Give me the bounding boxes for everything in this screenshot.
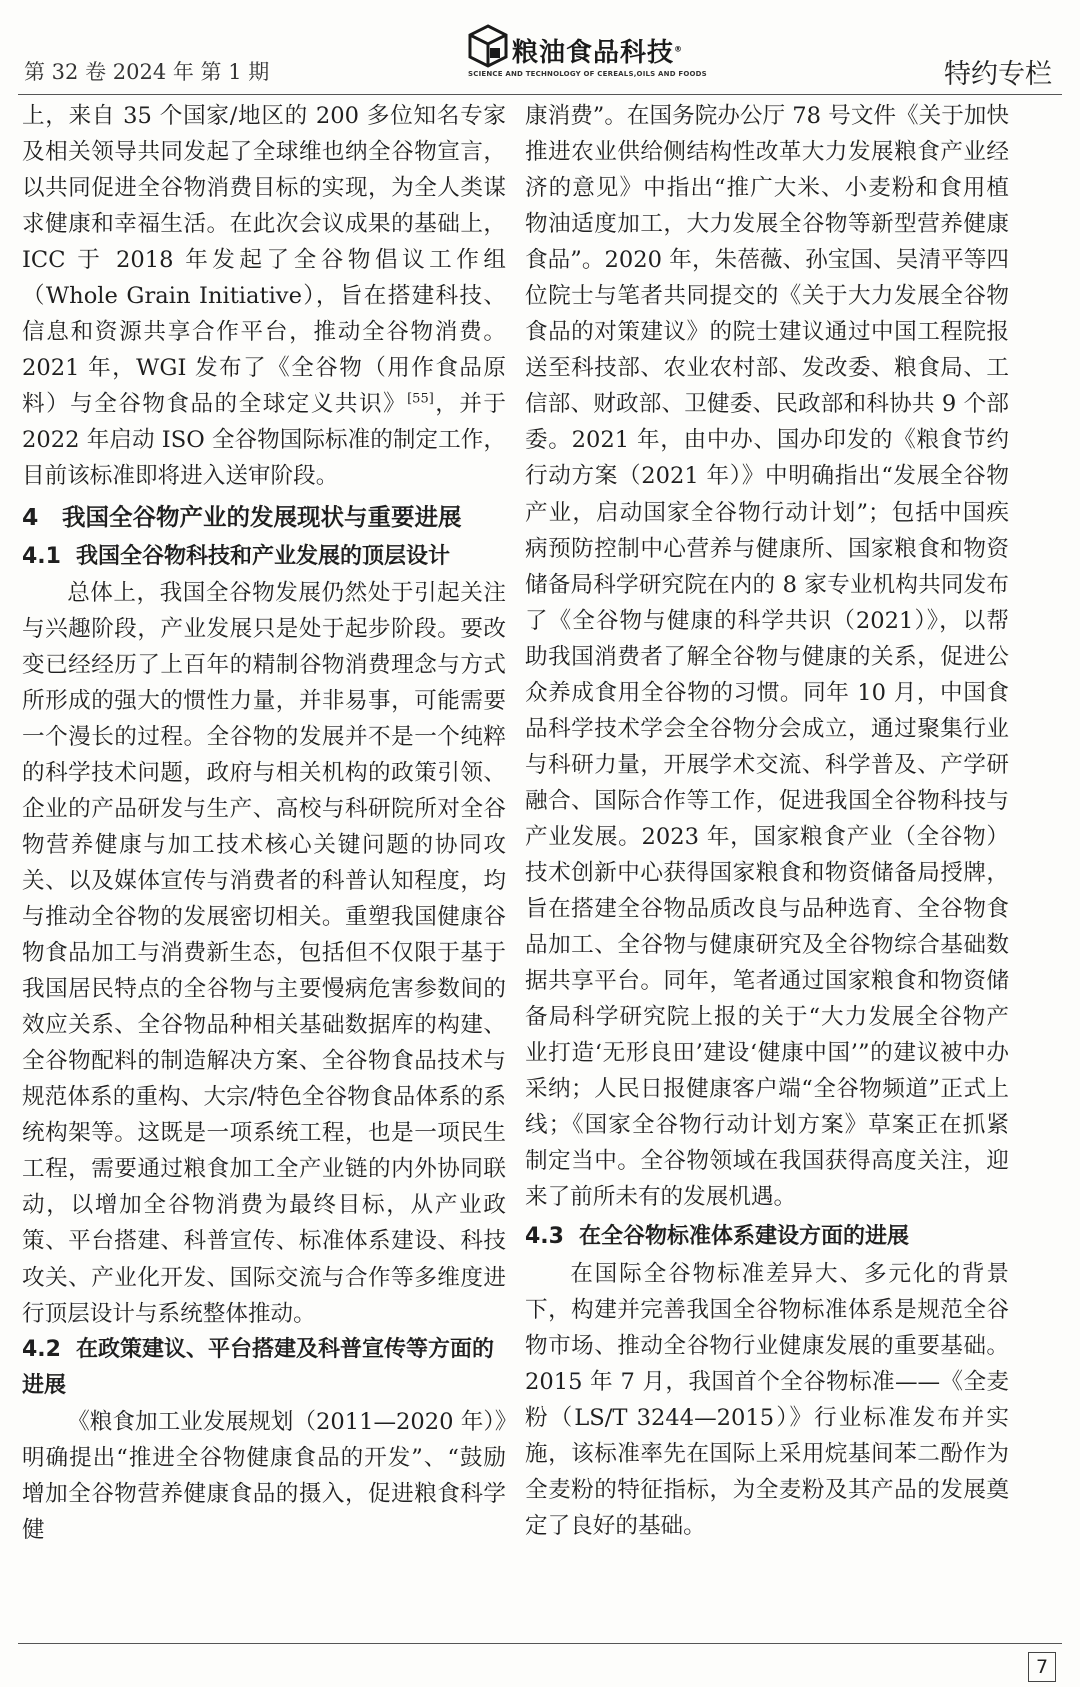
- footer-rule: [18, 1643, 1062, 1644]
- logo-subtitle: SCIENCE AND TECHNOLOGY OF CEREALS,OILS AND FOODS: [468, 70, 707, 78]
- section-heading: 4 我国全谷物产业的发展现状与重要进展: [22, 502, 462, 531]
- section-label: 特约专栏: [944, 59, 1052, 90]
- journal-logo: [468, 20, 708, 84]
- subsection-heading: 4.1 我国全谷物科技和产业发展的顶层设计: [22, 543, 451, 569]
- cube-logo-icon: [468, 24, 508, 68]
- paragraph: 总体上，我国全谷物发展仍然处于引起关注与兴趣阶段，产业发展只是处于起步阶段。要改变已经经历了上百年的精制谷物消费理念与方式所形成的强大的惯性力量，并非易事，可能需要一个漫长的过程。全谷物的发展并不是一个纯粹的科学技术问题，政府与相关机构的政策引领、企业的产品研发与生产、高校与科研院所对全谷物营养健康与加工技术核心关键问题的协同攻关、以及媒体宣传与消费者的科普认知程度，均与推动全谷物的发展密切相关。重塑我国健康谷物食品加工与消费新生态，包括但不仅限于基于我国居民特点的全谷物与主要慢病危害参数间的效应关系、全谷物品种相关基础数据库的构建、全谷物配料的制造解决方案、全谷物食品技术与规范体系的重构、大宗/特色全谷物食品体系的系统构架等。这既是一项系统工程，也是一项民生工程，需要通过粮食加工全产业链的内外协同联动，以增加全谷物消费为最终目标，从产业政策、平台搭建、科普宣传、标准体系建设、科技攻关、产业化开发、国际交流与合作等多维度进行顶层设计与系统整体推动。: [22, 579, 506, 1327]
- page-number: 7: [1028, 1652, 1056, 1682]
- journal-issue: 第 32 卷 2024 年 第 1 期: [24, 60, 270, 84]
- left-column: [22, 98, 506, 1548]
- logo-name: 粮油食品科技®: [512, 38, 684, 68]
- paragraph: 上，来自 35 个国家/地区的 200 多位知名专家及相关领导共同发起了全球维也纳全谷物宣言，以共同促进全谷物消费目标的实现，为全人类谋求健康和幸福生活。在此次会议成果的基础上，ICC 于 2018 年发起了全谷物倡议工作组（Whole Grain Initiative），旨在搭建科技、信息和资源共享合作平台，推动全谷物消费。2021 年，WGI 发布了《全谷物（用作食品原料）与全谷物食品的全球定义共识》[55]，并于 2022 年启动 ISO 全谷物国际标准的制定工作，目前该标准即将进入送审阶段。: [22, 103, 507, 490]
- page-header: [0, 0, 1080, 96]
- header-rule: [18, 94, 1062, 95]
- paragraph: 在国际全谷物标准差异大、多元化的背景下，构建并完善我国全谷物标准体系是规范全谷物市场、推动全谷物行业健康发展的重要基础。2015 年 7 月，我国首个全谷物标准——《全麦粉（LS/T 3244—2015）》行业标准发布并实施，该标准率先在国际上采用烷基间苯二酚作为全麦粉的特征指标，为全麦粉及其产品的发展奠定了良好的基础。: [525, 1260, 1009, 1539]
- paragraph: 《粮食加工业发展规划（2011—2020 年）》明确提出“推进全谷物健康食品的开发”、“鼓励增加全谷物营养健康食品的摄入，促进粮食科学健: [22, 1408, 506, 1543]
- citation: [55]: [407, 391, 434, 407]
- subsection-heading: 4.3 在全谷物标准体系建设方面的进展: [525, 1224, 910, 1250]
- paragraph: 康消费”。在国务院办公厅 78 号文件《关于加快推进农业供给侧结构性改革大力发展粮食产业经济的意见》中指出“推广大米、小麦粉和食用植物油适度加工，大力发展全谷物等新型营养健康食品”。2020 年，朱蓓薇、孙宝国、吴清平等四位院士与笔者共同提交的《关于大力发展全谷物食品的对策建议》的院士建议通过中国工程院报送至科技部、农业农村部、发改委、粮食局、工信部、财政部、卫健委、民政部和科协共 9 个部委。2021 年，由中办、国办印发的《粮食节约行动方案（2021 年）》中明确指出“发展全谷物产业，启动国家全谷物行动计划”；包括中国疾病预防控制中心营养与健康所、国家粮食和物资储备局科学研究院在内的 8 家专业机构共同发布了《全谷物与健康的科学共识（2021）》，以帮助我国消费者了解全谷物与健康的关系，促进公众养成食用全谷物的习惯。同年 10 月，中国食品科学技术学会全谷物分会成立，通过聚集行业与科研力量，开展学术交流、科学普及、产学研融合、国际合作等工作，促进我国全谷物科技与产业发展。2023 年，国家粮食产业（全谷物）技术创新中心获得国家粮食和物资储备局授牌，旨在搭建全谷物品质改良与品种选育、全谷物食品加工、全谷物与健康研究及全谷物综合基础数据共享平台。同年，笔者通过国家粮食和物资储备局科学研究院上报的关于“大力发展全谷物产业打造‘无形良田’建设‘健康中国’”的建议被中办采纳；人民日报健康客户端“全谷物频道”正式上线；《国家全谷物行动计划方案》草案正在抓紧制定当中。全谷物领域在我国获得高度关注，迎来了前所未有的发展机遇。: [525, 103, 1009, 1211]
- subsection-heading: 4.2 在政策建议、平台搭建及科普宣传等方面的 进展: [22, 1336, 495, 1398]
- right-column: [525, 98, 1009, 1544]
